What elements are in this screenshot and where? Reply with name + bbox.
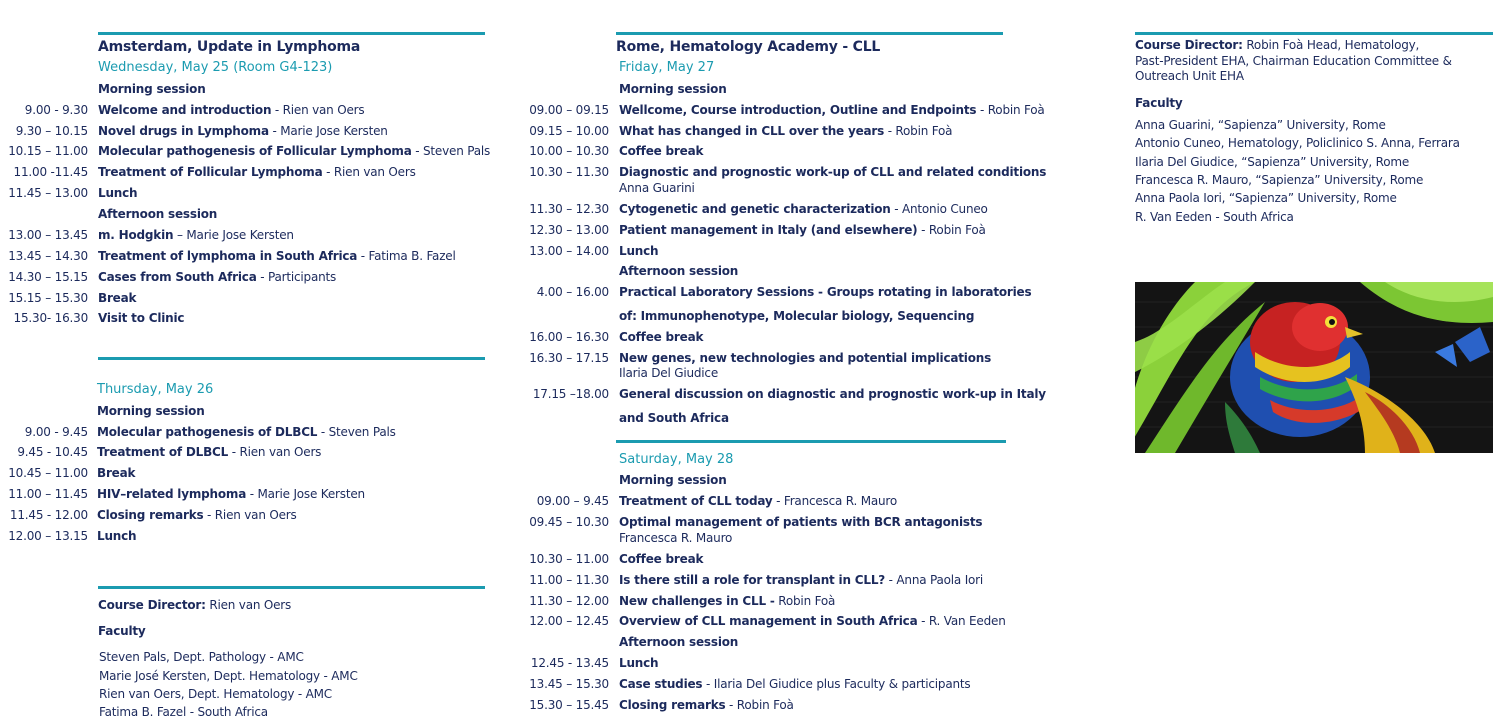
item-title: Treatment of lymphoma in South Africa <box>98 249 358 263</box>
faculty-item: Rien van Oers, Dept. Hematology - AMC <box>99 687 332 701</box>
director-name: Rien van Oers <box>205 598 292 612</box>
item-speaker: - Rien van Oers <box>203 508 297 522</box>
col2-day2-afternoon-label: Afternoon session <box>619 635 739 649</box>
item-title: Coffee break <box>619 552 704 566</box>
faculty-item: Steven Pals, Dept. Pathology - AMC <box>99 650 304 664</box>
item-title: Novel drugs in Lymphoma <box>98 124 269 138</box>
item-second-line: of: Immunophenotype, Molecular biology, Sequencing <box>619 309 975 323</box>
col2-mid-rule <box>616 440 1006 443</box>
item-speaker: - Rien van Oers <box>322 165 416 179</box>
col2-day1-morning-label: Morning session <box>619 82 727 96</box>
item-speaker: - Steven Pals <box>411 144 491 158</box>
item-title: Molecular pathogenesis of DLBCL <box>97 425 318 439</box>
col2-day1-afternoon-label: Afternoon session <box>619 264 739 278</box>
faculty-item: Marie José Kersten, Dept. Hematology - AMC <box>99 669 358 683</box>
faculty-item: Anna Guarini, “Sapienza” University, Rome <box>1135 118 1386 132</box>
col2-day1-heading: Friday, May 27 <box>619 60 715 75</box>
bird-embroidery-illustration <box>1135 282 1493 453</box>
director-detail: Outreach Unit EHA <box>1135 69 1244 83</box>
col1-course-director <box>98 598 291 612</box>
item-title: Lunch <box>97 529 137 543</box>
embroidered-bird-image <box>1135 282 1493 453</box>
col2-top-rule <box>616 32 1003 35</box>
col2-day2-heading: Saturday, May 28 <box>619 452 734 467</box>
item-title: New challenges in CLL - <box>619 594 775 608</box>
item-speaker: - Robin Foà <box>725 698 794 712</box>
time-label: 10.30 – 11.00 <box>529 552 609 566</box>
time-label: 16.00 – 16.30 <box>529 330 609 344</box>
col1-day2-heading: Thursday, May 26 <box>97 382 214 397</box>
item-title: Practical Laboratory Sessions - Groups rotating in laboratories <box>619 285 1032 299</box>
item-title: Optimal management of patients with BCR antagonists <box>619 515 983 529</box>
col1-mid-rule <box>98 357 485 360</box>
col1-faculty-label: Faculty <box>98 624 146 638</box>
time-label: 09.00 – 9.45 <box>536 494 609 508</box>
item-title: Patient management in Italy (and elsewhere) <box>619 223 918 237</box>
faculty-item: Francesca R. Mauro, “Sapienza” University, Rome <box>1135 173 1424 187</box>
item-title: Case studies <box>619 677 703 691</box>
faculty-item: Antonio Cuneo, Hematology, Policlinico S. Anna, Ferrara <box>1135 136 1460 150</box>
item-second-line: Francesca R. Mauro <box>619 531 733 545</box>
item-title: m. Hodgkin <box>98 228 174 242</box>
item-speaker: - Robin Foà <box>917 223 986 237</box>
time-label: 13.00 – 14.00 <box>529 244 609 258</box>
col3-faculty-label: Faculty <box>1135 96 1183 110</box>
item-speaker: - Francesca R. Mauro <box>772 494 898 508</box>
col1-day1-afternoon-label: Afternoon session <box>98 207 218 221</box>
time-label: 9.00 - 9.30 <box>24 103 88 117</box>
time-label: 15.15 – 15.30 <box>8 291 88 305</box>
item-title: Coffee break <box>619 144 704 158</box>
item-speaker: – Marie Jose Kersten <box>173 228 294 242</box>
item-speaker: - Marie Jose Kersten <box>246 487 365 501</box>
faculty-item: R. Van Eeden - South Africa <box>1135 210 1294 224</box>
item-speaker: - Rien van Oers <box>271 103 365 117</box>
item-title: Coffee break <box>619 330 704 344</box>
time-label: 11.45 – 13.00 <box>8 186 88 200</box>
time-label: 10.00 – 10.30 <box>529 144 609 158</box>
item-title: Treatment of Follicular Lymphoma <box>98 165 323 179</box>
time-label: 12.00 – 13.15 <box>8 529 88 543</box>
item-title: Is there still a role for transplant in CLL? <box>619 573 886 587</box>
time-label: 09.00 – 09.15 <box>529 103 609 117</box>
item-title: Treatment of CLL today <box>619 494 773 508</box>
time-label: 11.45 - 12.00 <box>9 508 88 522</box>
col1-day1-heading: Wednesday, May 25 (Room G4-123) <box>98 60 333 75</box>
time-label: 17.15 –18.00 <box>532 387 609 401</box>
time-label: 13.45 – 15.30 <box>529 677 609 691</box>
col1-day1-morning-label: Morning session <box>98 82 206 96</box>
time-label: 12.45 - 13.45 <box>530 656 609 670</box>
col1-title: Amsterdam, Update in Lymphoma <box>98 39 361 55</box>
item-title: Visit to Clinic <box>98 311 185 325</box>
item-title: Cytogenetic and genetic characterization <box>619 202 891 216</box>
director-label: Course Director: <box>98 598 206 612</box>
time-label: 10.15 – 11.00 <box>8 144 88 158</box>
item-speaker: - Marie Jose Kersten <box>268 124 388 138</box>
item-title: Treatment of DLBCL <box>97 445 229 459</box>
time-label: 9.30 – 10.15 <box>15 124 88 138</box>
item-speaker: - Participants <box>256 270 337 284</box>
item-speaker: - Steven Pals <box>317 425 396 439</box>
director-name: Robin Foà Head, Hematology, <box>1242 38 1420 52</box>
item-speaker: Robin Foà <box>774 594 836 608</box>
item-title: Overview of CLL management in South Africa <box>619 614 918 628</box>
item-title: Molecular pathogenesis of Follicular Lymphoma <box>98 144 412 158</box>
item-speaker: - Anna Paola Iori <box>885 573 984 587</box>
faculty-item: Anna Paola Iori, “Sapienza” University, Rome <box>1135 191 1397 205</box>
item-speaker: - R. Van Eeden <box>917 614 1006 628</box>
item-title: Lunch <box>619 244 659 258</box>
col1-top-rule <box>98 32 485 35</box>
item-title: Lunch <box>619 656 659 670</box>
item-title: Diagnostic and prognostic work-up of CLL and related conditions <box>619 165 1047 179</box>
col2-day2-morning-label: Morning session <box>619 473 727 487</box>
time-label: 11.00 – 11.45 <box>8 487 88 501</box>
item-second-line: Ilaria Del Giudice <box>619 366 719 380</box>
faculty-item: Ilaria Del Giudice, “Sapienza” University, Rome <box>1135 155 1410 169</box>
time-label: 9.00 - 9.45 <box>24 425 88 439</box>
item-title: General discussion on diagnostic and prognostic work-up in Italy <box>619 387 1046 401</box>
time-label: 11.30 – 12.00 <box>529 594 609 608</box>
time-label: 13.00 – 13.45 <box>8 228 88 242</box>
item-title: New genes, new technologies and potential implications <box>619 351 992 365</box>
time-label: 11.00 – 11.30 <box>529 573 609 587</box>
time-label: 9.45 - 10.45 <box>17 445 88 459</box>
item-title: Break <box>97 466 136 480</box>
time-label: 16.30 – 17.15 <box>529 351 609 365</box>
director-detail: Past-President EHA, Chairman Education Committee & <box>1135 54 1452 68</box>
item-speaker: - Fatima B. Fazel <box>357 249 456 263</box>
time-label: 11.00 -11.45 <box>13 165 88 179</box>
time-label: 15.30 – 15.45 <box>529 698 609 712</box>
item-title: What has changed in CLL over the years <box>619 124 885 138</box>
time-label: 12.30 – 13.00 <box>529 223 609 237</box>
time-label: 09.45 – 10.30 <box>529 515 609 529</box>
time-label: 09.15 – 10.00 <box>529 124 609 138</box>
item-title: HIV–related lymphoma <box>97 487 247 501</box>
col1-day2-morning-label: Morning session <box>97 404 205 418</box>
item-title: Lunch <box>98 186 138 200</box>
time-label: 11.30 – 12.30 <box>529 202 609 216</box>
col1-bottom-rule <box>98 586 485 589</box>
item-title: Welcome and introduction <box>98 103 272 117</box>
item-second-line: and South Africa <box>619 411 729 425</box>
item-speaker: - Ilaria Del Giudice plus Faculty & participants <box>702 677 971 691</box>
item-title: Break <box>98 291 137 305</box>
time-label: 13.45 – 14.30 <box>8 249 88 263</box>
item-title: Closing remarks <box>97 508 204 522</box>
time-label: 12.00 – 12.45 <box>529 614 609 628</box>
col3-top-rule <box>1135 32 1493 35</box>
time-label: 14.30 – 15.15 <box>8 270 88 284</box>
item-speaker: - Rien van Oers <box>228 445 322 459</box>
item-speaker: - Robin Foà <box>976 103 1045 117</box>
time-label: 10.45 – 11.00 <box>8 466 88 480</box>
col3-course-director <box>1135 38 1419 53</box>
item-speaker: - Antonio Cuneo <box>890 202 988 216</box>
item-title: Cases from South Africa <box>98 270 257 284</box>
director-label: Course Director: <box>1135 38 1243 52</box>
item-second-line: Anna Guarini <box>619 181 695 195</box>
item-title: Closing remarks <box>619 698 726 712</box>
item-title: Wellcome, Course introduction, Outline and Endpoints <box>619 103 977 117</box>
time-label: 10.30 – 11.30 <box>529 165 609 179</box>
col2-title: Rome, Hematology Academy - CLL <box>616 39 881 55</box>
time-label: 4.00 – 16.00 <box>536 285 609 299</box>
item-speaker: - Robin Foà <box>884 124 953 138</box>
faculty-item: Fatima B. Fazel - South Africa <box>99 705 268 719</box>
time-label: 15.30- 16.30 <box>13 311 88 325</box>
